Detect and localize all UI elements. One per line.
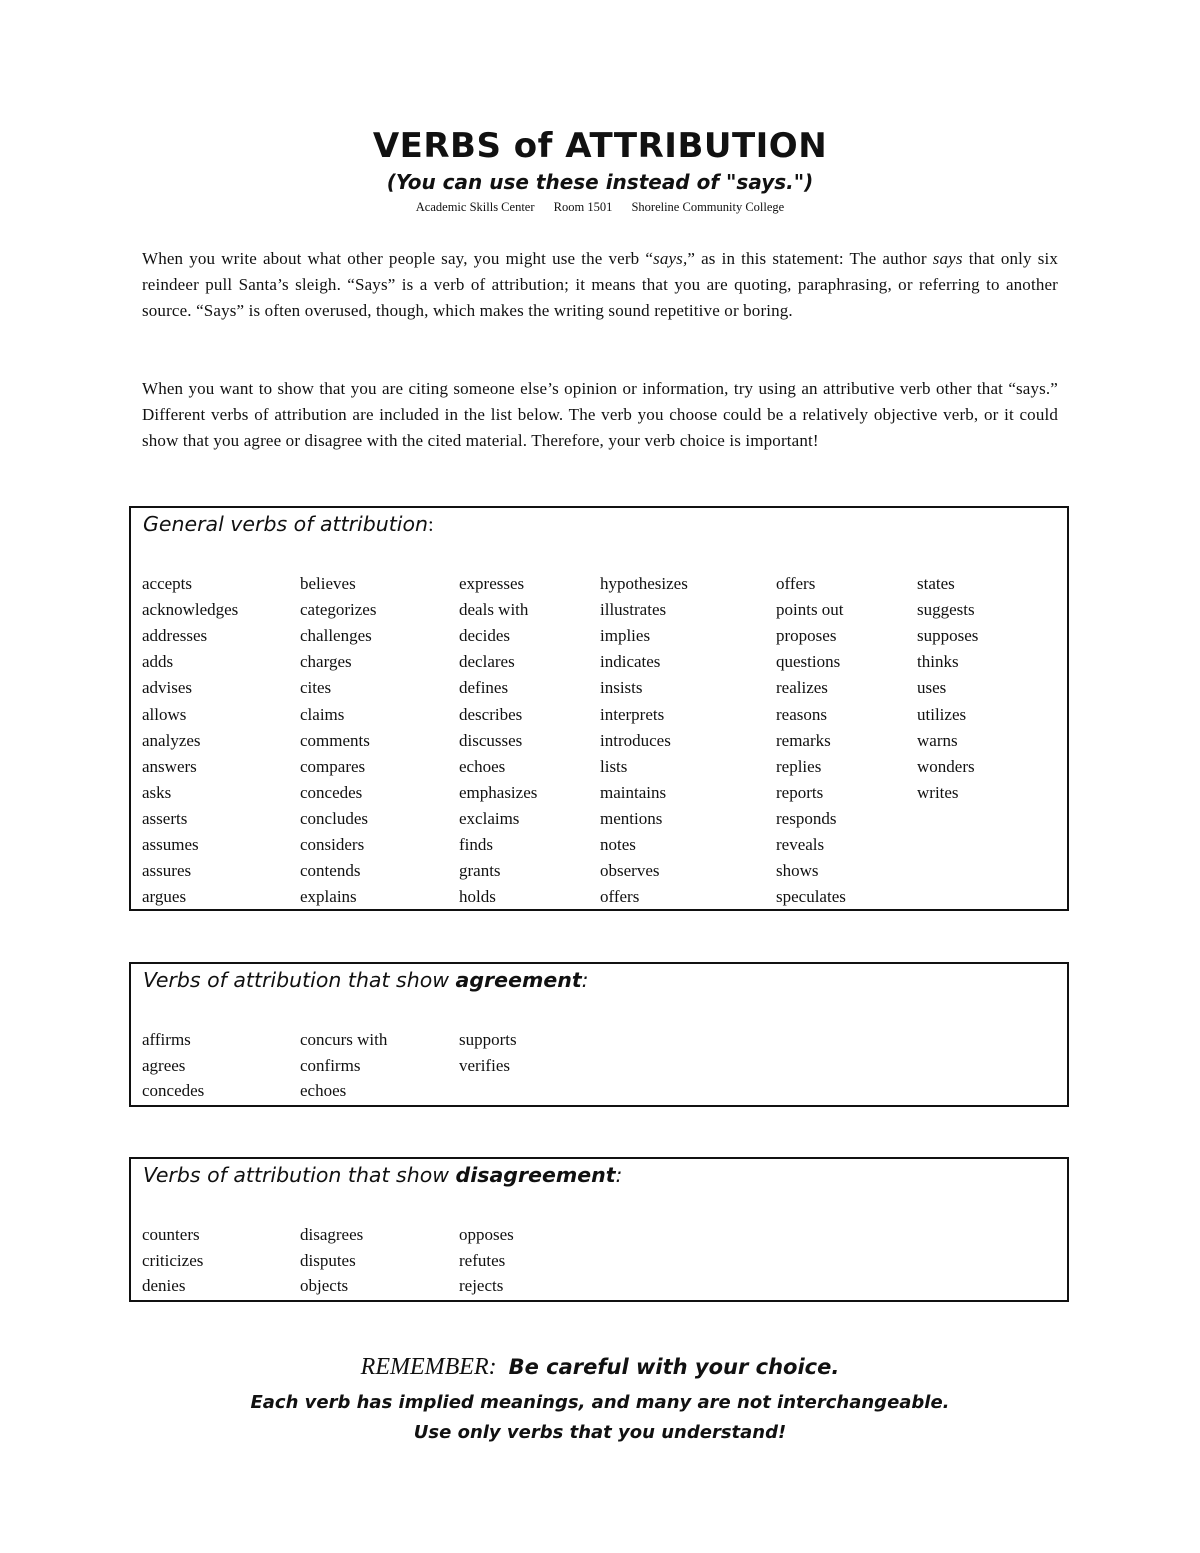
disagreement-heading-colon: : (615, 1163, 623, 1187)
general-verb: hypothesizes (600, 574, 688, 593)
intro-says-italic-1: says, (653, 249, 688, 268)
disagreement-verb: disagrees (300, 1225, 364, 1244)
agreement-heading-colon: : (581, 968, 589, 992)
general-verb: asks (142, 782, 172, 802)
disagreement-heading-emph: disagreement (455, 1163, 616, 1187)
disagreement-verb: counters (142, 1225, 200, 1244)
general-verb: questions (776, 652, 841, 672)
page-subtitle: (You can use these instead of "says.") (386, 170, 814, 194)
general-verb: claims (300, 704, 345, 724)
agreement-verb: concurs with (300, 1030, 388, 1049)
general-verb: categorizes (300, 600, 377, 620)
general-verb: contends (300, 861, 361, 881)
agreement-verb: supports (459, 1030, 517, 1049)
general-heading-text: General verbs of attribution (143, 512, 428, 536)
general-verb: notes (600, 835, 636, 854)
general-verb: thinks (917, 652, 959, 672)
agreement-verb: echoes (300, 1081, 347, 1100)
general-verb: answers (142, 756, 197, 776)
intro-paragraph-1 (142, 246, 1058, 324)
general-verb: explains (300, 887, 357, 907)
general-verb: insists (600, 678, 643, 698)
general-verb: uses (917, 678, 947, 698)
intro-text-a: When you write about what other people say, you might use the verb “ (142, 249, 654, 268)
general-verb: advises (142, 678, 193, 698)
agreement-verb: agrees (142, 1055, 186, 1075)
general-verb: wonders (917, 756, 975, 776)
general-verb: replies (776, 756, 822, 776)
intro-text-b: ” as in this statement: The author (687, 249, 933, 268)
general-heading-colon: : (428, 514, 434, 536)
page-title: VERBS of ATTRIBUTION (372, 126, 828, 166)
agreement-verb: confirms (300, 1055, 361, 1075)
general-verb: argues (142, 887, 187, 907)
disagreement-verbs-box (129, 1157, 1069, 1302)
general-verb: offers (776, 574, 816, 593)
general-verb: utilizes (917, 704, 967, 724)
general-verb: observes (600, 861, 660, 881)
general-verb: declares (459, 652, 515, 672)
general-verb: reports (776, 782, 824, 802)
general-verb: charges (300, 652, 352, 672)
remember-lead: REMEMBER: (360, 1354, 497, 1380)
general-verb: asserts (142, 808, 188, 828)
header-college: Shoreline Community College (631, 200, 785, 214)
general-verb: discusses (459, 730, 523, 750)
general-verb: responds (776, 808, 837, 828)
general-verb: challenges (300, 626, 372, 646)
general-verb: emphasizes (459, 782, 538, 802)
general-verb: illustrates (600, 600, 667, 620)
general-verb: describes (459, 704, 523, 724)
general-verb: realizes (776, 678, 828, 698)
general-verb: interprets (600, 704, 665, 724)
disagreement-verb: disputes (300, 1250, 356, 1270)
header-center: Academic Skills Center (415, 200, 535, 214)
general-verb: offers (600, 887, 640, 907)
general-verb: grants (459, 861, 501, 881)
disagreement-verb: objects (300, 1276, 349, 1295)
general-verb: assures (142, 861, 192, 881)
general-verb: echoes (459, 756, 506, 776)
general-verb: analyzes (142, 730, 201, 750)
general-verb: proposes (776, 626, 837, 646)
remember-text-1: Be careful with your choice. (508, 1355, 840, 1379)
general-verb: shows (776, 861, 819, 881)
general-verb: acknowledges (142, 600, 239, 620)
general-verb: cites (300, 678, 332, 698)
disagreement-verb: opposes (459, 1225, 514, 1244)
agreement-verb: verifies (459, 1055, 510, 1075)
disagreement-verbs-heading (143, 1163, 622, 1187)
general-verb: speculates (776, 887, 846, 907)
agreement-verbs-heading (143, 968, 589, 992)
general-verb: defines (459, 678, 509, 698)
general-verb: accepts (142, 574, 193, 593)
general-verb: reasons (776, 704, 827, 724)
remember-line-1 (0, 1354, 1200, 1381)
general-verb: believes (300, 574, 356, 593)
disagreement-verb: criticizes (142, 1250, 204, 1270)
general-verb: deals with (459, 600, 529, 620)
general-verb: remarks (776, 730, 831, 750)
intro-text-c: that only six reindeer pull Santa’s sleigh. “Says” is a verb of attribution; it means that you are quoting, paraphrasing, or referring to another source. “Says” is often overused, though, which makes the writing sound repetitive or boring. (142, 249, 1058, 320)
general-verb: concedes (300, 782, 363, 802)
general-verb: suggests (917, 600, 975, 620)
intro-says-italic-2: says (932, 249, 963, 268)
agreement-verb: affirms (142, 1030, 191, 1049)
general-verb: finds (459, 835, 493, 854)
general-verbs-box (129, 506, 1069, 911)
general-verb: compares (300, 756, 366, 776)
disagreement-verb: refutes (459, 1250, 506, 1270)
general-verb: adds (142, 652, 174, 672)
general-verb: states (917, 574, 955, 593)
header-info (0, 200, 1200, 215)
general-verb: implies (600, 626, 651, 646)
general-verb: indicates (600, 652, 661, 672)
general-verb: maintains (600, 782, 667, 802)
disagreement-verb: denies (142, 1276, 186, 1295)
general-verb: introduces (600, 730, 671, 750)
general-verb: decides (459, 626, 510, 646)
general-verb: comments (300, 730, 370, 750)
header-room: Room 1501 (553, 200, 613, 214)
general-verb: assumes (142, 835, 199, 854)
general-verbs-heading (143, 512, 434, 537)
general-verb: allows (142, 704, 187, 724)
general-verb: mentions (600, 808, 663, 828)
intro-paragraph-2: When you want to show that you are citing someone else’s opinion or information, try using an attributive verb other that “says.” Different verbs of attribution are included in the list below. The verb you choose could be a relatively objective verb, or it could show that you agree or disagree with the cited material. Therefore, your verb choice is important! (142, 379, 1058, 450)
general-verb: holds (459, 887, 496, 907)
agreement-verb: concedes (142, 1081, 205, 1100)
agreement-heading-emph: agreement (455, 968, 582, 992)
general-verb: warns (917, 730, 958, 750)
disagreement-verb: rejects (459, 1276, 504, 1295)
remember-line-2: Each verb has implied meanings, and many are not interchangeable. (250, 1392, 950, 1413)
agreement-verbs-box (129, 962, 1069, 1107)
general-verb: supposes (917, 626, 979, 646)
general-verb: considers (300, 835, 365, 854)
general-verb: lists (600, 756, 628, 776)
general-verb: reveals (776, 835, 825, 854)
general-verb: exclaims (459, 808, 520, 828)
general-verb: points out (776, 600, 844, 620)
disagreement-heading-text: Verbs of attribution that show (143, 1163, 456, 1187)
agreement-heading-text: Verbs of attribution that show (143, 968, 456, 992)
remember-line-3: Use only verbs that you understand! (413, 1422, 787, 1443)
general-verb: expresses (459, 574, 525, 593)
general-verb: writes (917, 782, 959, 802)
general-verb: concludes (300, 808, 368, 828)
general-verb: addresses (142, 626, 208, 646)
